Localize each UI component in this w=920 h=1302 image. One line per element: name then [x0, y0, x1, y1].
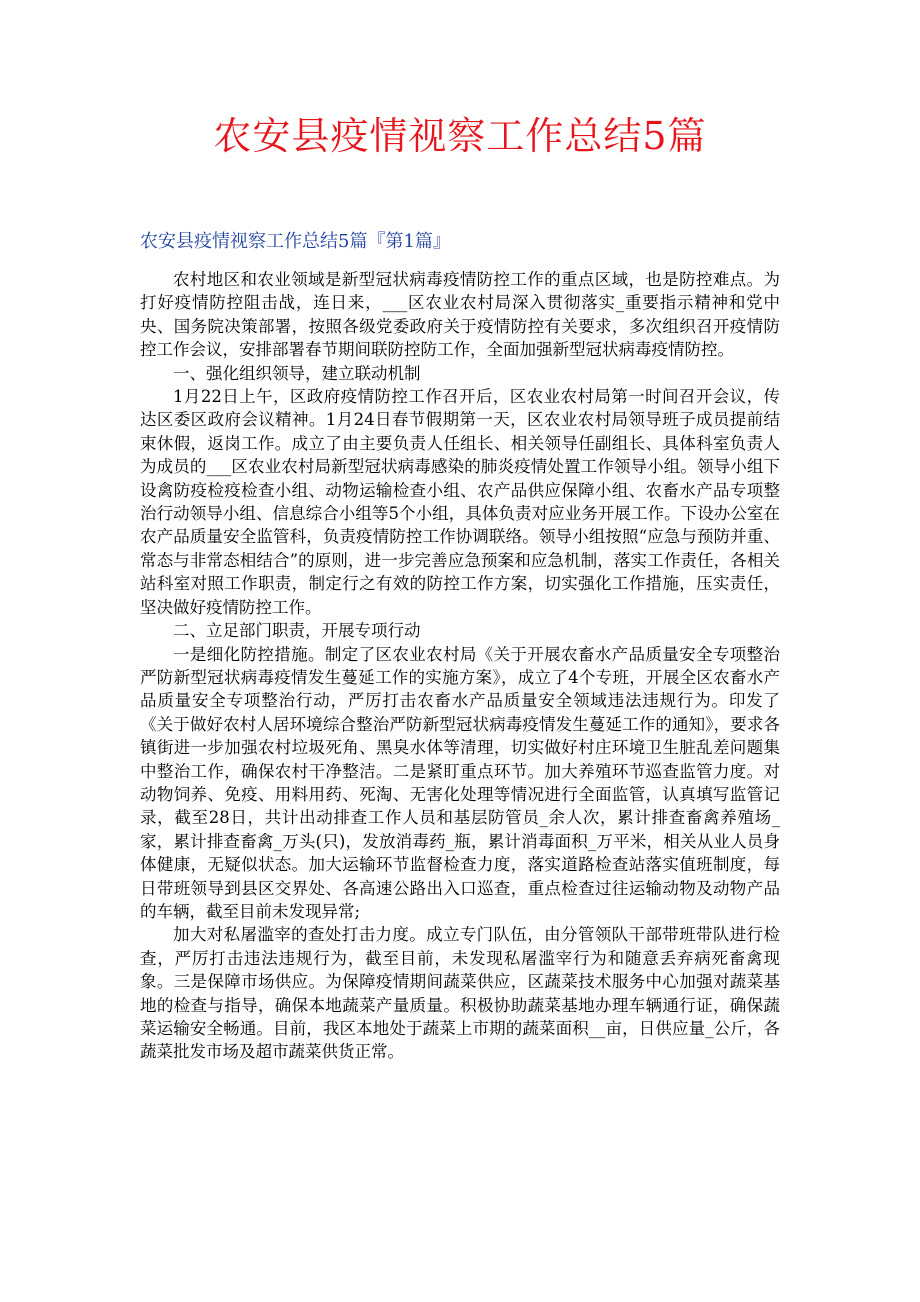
document-title: 农安县疫情视察工作总结5篇 — [213, 114, 707, 158]
paragraph-organization: 1月22日上午，区政府疫情防控工作召开后，区农业农村局第一时间召开会议，传达区委区政府会议精神。1月24日春节假期第一天，区农业农村局领导班子成员提前结束休假，返岗工作。成立了由主要负责人任组长、相关领导任副组长、具体科室负责人为成员的___区农业农村局新型冠状病毒感染的肺炎疫情处置工作领导小组。领导小组下设禽防疫检疫检查小组、动物运输检查小组、农产品供应保障小组、农畜水产品专项整治行动领导小组、信息综合小组等5个小组，具体负责对应业务开展工作。下设办公室在农产品质量安全监管科，负责疫情防控工作协调联络。领导小组按照“应急与预防并重、常态与非常态相结合”的原则，进一步完善应急预案和应急机制，落实工作责任，各相关站科室对照工作职责，制定行之有效的防控工作方案，切实强化工作措施，压实责任，坚决做好疫情防控工作。 — [140, 387, 780, 617]
paragraph-measures: 一是细化防控措施。制定了区农业农村局《关于开展农畜水产品质量安全专项整治严防新型冠状病毒疫情发生蔓延工作的实施方案》，成立了4个专班，开展全区农畜水产品质量安全专项整治行动，严厉打击农畜水产品质量安全领域违法违规行为。印发了《关于做好农村人居环境综合整治严防新型冠状病毒疫情发生蔓延工作的通知》，要求各镇街进一步加强农村垃圾死角、黑臭水体等清理，切实做好村庄环境卫生脏乱差问题集中整治工作，确保农村干净整洁。二是紧盯重点环节。加大养殖环节巡查监管力度。对动物饲养、免疫、用料用药、死淘、无害化处理等情况进行全面监管，认真填写监管记录，截至28日，共计出动排查工作人员和基层防管员_余人次，累计排查畜禽养殖场_家，累计排查畜禽_万头(只)，发放消毒药_瓶，累计消毒面积_万平米，相关从业人员身体健康，无疑似状态。加大运输环节监督检查力度，落实道路检查站落实值班制度，每日带班领导到县区交界处、各高速公路出入口巡查，重点检查过往运输动物及动物产品的车辆，截至目前未发现异常; — [140, 644, 780, 921]
section-heading: 农安县疫情视察工作总结5篇『第1篇』 — [140, 231, 451, 252]
paragraph-intro: 农村地区和农业领域是新型冠状病毒疫情防控工作的重点区域，也是防控难点。为打好疫情防控阻击战，连日来，___区农业农村局深入贯彻落实_重要指示精神和党中央、国务院决策部署，按照各级党委政府关于疫情防控有关要求，多次组织召开疫情防控工作会议，安排部署春节期间联防控防工作，全面加强新型冠状病毒疫情防控。 — [140, 270, 780, 360]
paragraph-market-supply: 加大对私屠滥宰的查处打击力度。成立专门队伍，由分管领队干部带班带队进行检查，严厉打击违法违规行为，截至目前，未发现私屠滥宰行为和随意丢弃病死畜禽现象。三是保障市场供应。为保障疫情期间蔬菜供应，区蔬菜技术服务中心加强对蔬菜基地的检查与指导，确保本地蔬菜产量质量。积极协助蔬菜基地办理车辆通行证，确保蔬菜运输安全畅通。目前，我区本地处于蔬菜上市期的蔬菜面积__亩，日供应量_公斤，各蔬菜批发市场及超市蔬菜供货正常。 — [140, 925, 780, 1062]
subheading-department-duties: 二、立足部门职责，开展专项行动 — [173, 621, 421, 641]
document-body — [140, 268, 780, 1064]
subheading-organization: 一、强化组织领导，建立联动机制 — [173, 363, 421, 383]
